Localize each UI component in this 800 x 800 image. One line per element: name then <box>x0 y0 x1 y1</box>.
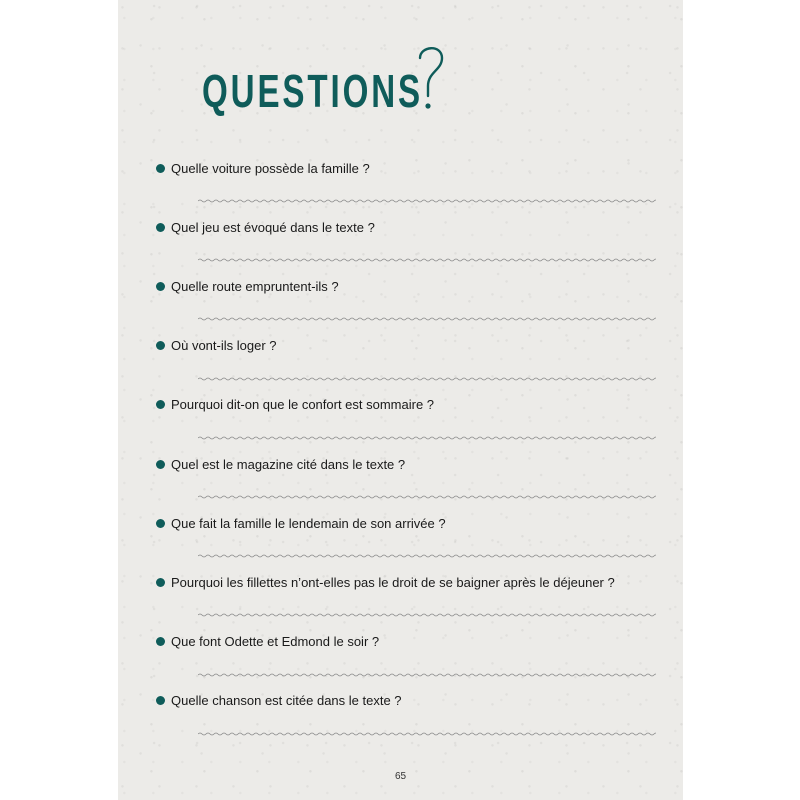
question-mark-icon <box>414 40 448 114</box>
question-text: Que font Odette et Edmond le soir ? <box>171 634 380 650</box>
bullet-icon <box>156 400 165 409</box>
bullet-icon <box>156 164 165 173</box>
question-item <box>156 217 375 237</box>
answer-line[interactable] <box>198 376 656 382</box>
question-item <box>156 513 446 533</box>
question-text: Que fait la famille le lendemain de son arrivée ? <box>171 515 446 531</box>
workbook-page <box>118 0 683 800</box>
question-text: Quelle voiture possède la famille ? <box>171 160 370 176</box>
question-item <box>156 395 434 415</box>
answer-line[interactable] <box>198 612 656 618</box>
answer-line[interactable] <box>198 257 656 263</box>
question-item <box>156 691 402 711</box>
question-item <box>156 276 339 296</box>
question-text: Pourquoi dit-on que le confort est sommaire ? <box>171 397 435 413</box>
answer-line[interactable] <box>198 731 656 737</box>
answer-line[interactable] <box>198 672 656 678</box>
question-item <box>156 632 379 652</box>
answer-line[interactable] <box>198 198 656 204</box>
question-text: Quelle route empruntent-ils ? <box>171 278 339 294</box>
title-block <box>202 38 509 118</box>
page-title: QUESTIONS <box>202 65 423 117</box>
answer-line[interactable] <box>198 316 656 322</box>
bullet-icon <box>156 341 165 350</box>
bullet-icon <box>156 578 165 587</box>
bullet-icon <box>156 223 165 232</box>
question-text: Quel jeu est évoqué dans le texte ? <box>171 219 375 235</box>
question-text: Pourquoi les fillettes n’ont-elles pas le droit de se baigner après le déjeuner ? <box>171 574 615 590</box>
question-item <box>156 158 370 178</box>
bullet-icon <box>156 460 165 469</box>
question-text: Quelle chanson est citée dans le texte ? <box>171 693 402 709</box>
page-number: 65 <box>394 771 407 782</box>
bullet-icon <box>156 282 165 291</box>
bullet-icon <box>156 696 165 705</box>
question-item <box>156 454 405 474</box>
question-item <box>156 336 277 356</box>
question-text: Quel est le magazine cité dans le texte ? <box>171 456 406 472</box>
answer-line[interactable] <box>198 435 656 441</box>
answer-line[interactable] <box>198 494 656 500</box>
question-text: Où vont-ils loger ? <box>171 338 277 354</box>
bullet-icon <box>156 637 165 646</box>
question-item <box>156 572 615 592</box>
bullet-icon <box>156 519 165 528</box>
answer-line[interactable] <box>198 553 656 559</box>
